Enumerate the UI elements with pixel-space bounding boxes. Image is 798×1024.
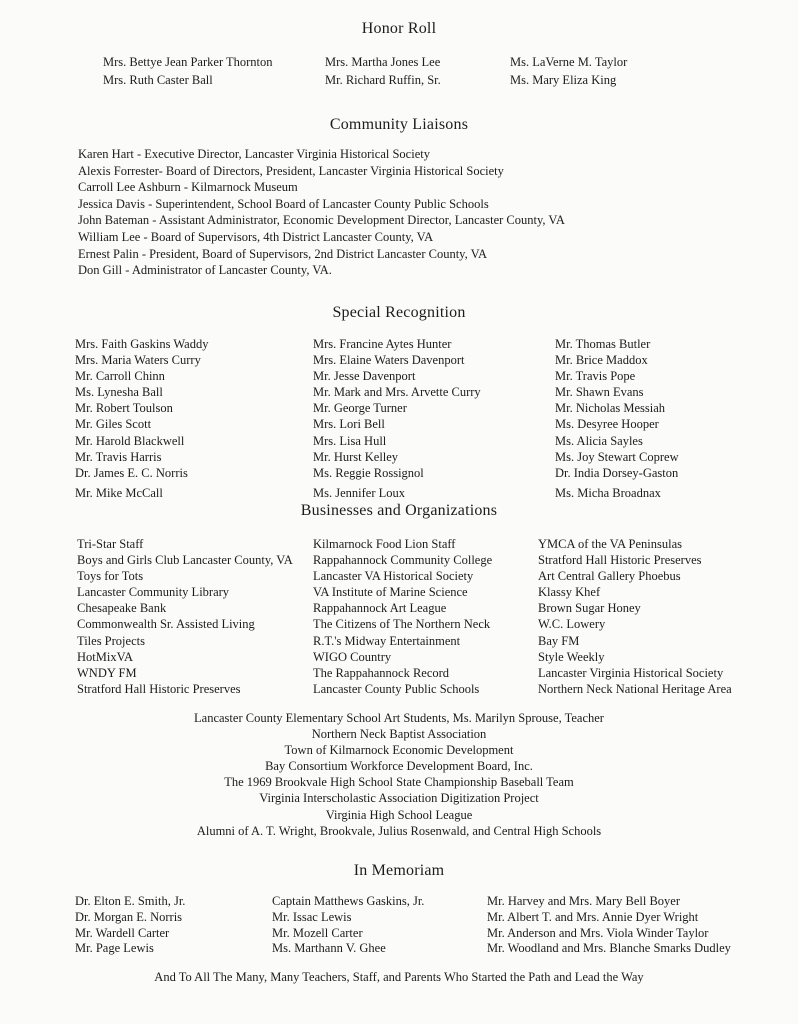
memoriam-name: Captain Matthews Gaskins, Jr. — [272, 894, 425, 908]
organization-name: WIGO Country — [313, 649, 392, 664]
organization-name: WNDY FM — [77, 665, 137, 680]
acknowledgment-line: Town of Kilmarnock Economic Development — [284, 743, 514, 758]
organization-name: Style Weekly — [538, 649, 605, 664]
community-liaisons-list — [78, 146, 565, 279]
organization-name: Stratford Hall Historic Preserves — [77, 681, 241, 696]
in-memoriam-column-3 — [487, 894, 731, 957]
businesses-column-3 — [538, 536, 732, 697]
organization-name: Klassy Khef — [538, 585, 601, 600]
memoriam-name: Mr. Wardell Carter — [75, 925, 170, 940]
organization-name: R.T.'s Midway Entertainment — [313, 633, 461, 648]
recognition-name: Mr. Hurst Kelley — [313, 449, 399, 464]
organization-name: Tri-Star Staff — [77, 537, 144, 551]
honor-roll-column-3 — [510, 54, 627, 89]
acknowledgment-line: The 1969 Brookvale High School State Championship Baseball Team — [224, 775, 574, 790]
organization-name: Bay FM — [538, 633, 580, 648]
recognition-name: Ms. Micha Broadnax — [555, 485, 661, 500]
organization-name: Lancaster VA Historical Society — [313, 569, 474, 584]
recognition-name: Ms. Desyree Hooper — [555, 417, 659, 432]
recognition-name: Mrs. Maria Waters Curry — [75, 353, 201, 368]
organization-name: Rappahannock Community College — [313, 553, 493, 568]
honoree-name: Mr. Richard Ruffin, Sr. — [325, 72, 441, 87]
section-title-businesses-organizations: Businesses and Organizations — [300, 502, 498, 519]
recognition-name: Mr. Robert Toulson — [75, 401, 173, 416]
recognition-name: Mr. Harold Blackwell — [75, 433, 185, 448]
memoriam-name: Mr. Mozell Carter — [272, 925, 363, 940]
liaison-line: Jessica Davis - Superintendent, School Board of Lancaster County Public Schools — [78, 196, 489, 211]
honoree-name: Mrs. Ruth Caster Ball — [103, 72, 213, 87]
organization-name: Chesapeake Bank — [77, 601, 167, 616]
recognition-name: Dr. India Dorsey-Gaston — [555, 465, 679, 480]
organization-name: Toys for Tots — [77, 569, 144, 584]
organization-name: W.C. Lowery — [538, 617, 606, 632]
recognition-name: Dr. James E. C. Norris — [75, 465, 188, 480]
memoriam-name: Mr. Issac Lewis — [272, 909, 352, 924]
businesses-column-2 — [313, 536, 492, 697]
recognition-name: Mr. Travis Harris — [75, 449, 162, 464]
recognition-name: Ms. Joy Stewart Coprew — [555, 449, 679, 464]
organization-name: Lancaster Community Library — [77, 585, 230, 600]
memoriam-name: Ms. Marthann V. Ghee — [272, 941, 386, 956]
memoriam-name: Dr. Morgan E. Norris — [75, 909, 183, 924]
recognition-name: Mr. Mark and Mrs. Arvette Curry — [313, 385, 481, 400]
in-memoriam-column-1 — [75, 894, 185, 957]
organization-name: Lancaster Virginia Historical Society — [538, 665, 724, 680]
businesses-column-1 — [77, 536, 293, 697]
section-title-in-memoriam: In Memoriam — [353, 862, 445, 879]
organization-name: Art Central Gallery Phoebus — [538, 569, 681, 584]
organization-name: HotMixVA — [77, 649, 134, 664]
acknowledgment-line: Northern Neck Baptist Association — [311, 727, 487, 742]
recognition-name: Mr. Thomas Butler — [555, 337, 651, 351]
acknowledgment-line: Virginia Interscholastic Association Digitization Project — [259, 791, 539, 806]
organization-name: Northern Neck National Heritage Area — [538, 681, 732, 696]
organization-name: Boys and Girls Club Lancaster County, VA — [77, 553, 293, 568]
honor-roll-column-1 — [103, 54, 273, 89]
liaison-line: William Lee - Board of Supervisors, 4th District Lancaster County, VA — [78, 229, 434, 244]
special-recognition-column-2 — [313, 336, 481, 501]
recognition-name: Mr. Nicholas Messiah — [555, 401, 666, 416]
recognition-name: Mr. Travis Pope — [555, 369, 636, 384]
in-memoriam-column-2 — [272, 894, 424, 957]
memoriam-name: Mr. Woodland and Mrs. Blanche Smarks Dudley — [487, 941, 731, 956]
organization-name: Kilmarnock Food Lion Staff — [313, 537, 456, 551]
recognition-name: Ms. Reggie Rossignol — [313, 465, 424, 480]
acknowledgment-line: Bay Consortium Workforce Development Board, Inc. — [265, 759, 533, 774]
honoree-name: Ms. LaVerne M. Taylor — [510, 55, 628, 69]
recognition-name: Mr. Giles Scott — [75, 417, 152, 432]
recognition-name: Mrs. Elaine Waters Davenport — [313, 353, 465, 368]
organization-name: The Rappahannock Record — [313, 665, 450, 680]
memoriam-name: Mr. Page Lewis — [75, 941, 154, 956]
special-recognition-column-3 — [555, 336, 679, 501]
recognition-name: Mrs. Lori Bell — [313, 417, 385, 432]
acknowledgment-line: Lancaster County Elementary School Art Students, Ms. Marilyn Sprouse, Teacher — [194, 711, 604, 725]
recognition-name: Ms. Alicia Sayles — [555, 433, 643, 448]
section-title-community-liaisons: Community Liaisons — [329, 116, 469, 133]
recognition-name: Mr. Carroll Chinn — [75, 369, 165, 384]
recognition-name: Mr. Jesse Davenport — [313, 369, 416, 384]
recognition-name: Mr. Brice Maddox — [555, 353, 648, 368]
group-acknowledgments-list — [0, 710, 798, 839]
liaison-line: Karen Hart - Executive Director, Lancaster Virginia Historical Society — [78, 147, 430, 161]
liaison-line: Ernest Palin - President, Board of Supervisors, 2nd District Lancaster County, VA — [78, 246, 488, 261]
liaison-line: Alexis Forrester- Board of Directors, President, Lancaster Virginia Historical Society — [78, 163, 504, 178]
liaison-line: John Bateman - Assistant Administrator, Economic Development Director, Lancaster County, VA — [78, 213, 565, 228]
memoriam-name: Mr. Albert T. and Mrs. Annie Dyer Wright — [487, 909, 699, 924]
organization-name: YMCA of the VA Peninsulas — [538, 537, 683, 551]
honoree-name: Mrs. Bettye Jean Parker Thornton — [103, 55, 273, 69]
closing-line: And To All The Many, Many Teachers, Staff, and Parents Who Started the Path and Lead the Way — [154, 970, 644, 984]
recognition-name: Mrs. Faith Gaskins Waddy — [75, 337, 209, 351]
organization-name: Rappahannock Art League — [313, 601, 447, 616]
honor-roll-column-2 — [325, 54, 441, 89]
recognition-name: Mrs. Lisa Hull — [313, 433, 387, 448]
memoriam-name: Mr. Anderson and Mrs. Viola Winder Taylor — [487, 925, 709, 940]
organization-name: Tiles Projects — [77, 633, 145, 648]
honoree-name: Mrs. Martha Jones Lee — [325, 55, 441, 69]
organization-name: The Citizens of The Northern Neck — [313, 617, 491, 632]
liaison-line: Carroll Lee Ashburn - Kilmarnock Museum — [78, 180, 298, 195]
liaison-line: Don Gill - Administrator of Lancaster County, VA. — [78, 263, 332, 278]
recognition-name: Mr. Mike McCall — [75, 485, 163, 500]
section-title-honor-roll: Honor Roll — [361, 20, 437, 37]
organization-name: VA Institute of Marine Science — [313, 585, 468, 600]
organization-name: Brown Sugar Honey — [538, 601, 641, 616]
organization-name: Commonwealth Sr. Assisted Living — [77, 617, 255, 632]
acknowledgment-line: Virginia High School League — [325, 807, 473, 822]
recognition-name: Mrs. Francine Aytes Hunter — [313, 337, 452, 351]
honoree-name: Ms. Mary Eliza King — [510, 72, 617, 87]
special-recognition-column-1 — [75, 336, 208, 501]
recognition-name: Mr. George Turner — [313, 401, 407, 416]
section-title-special-recognition: Special Recognition — [332, 304, 466, 321]
memoriam-name: Dr. Elton E. Smith, Jr. — [75, 894, 186, 908]
recognition-name: Ms. Jennifer Loux — [313, 485, 405, 500]
organization-name: Stratford Hall Historic Preserves — [538, 553, 702, 568]
acknowledgment-line: Alumni of A. T. Wright, Brookvale, Julius Rosenwald, and Central High Schools — [196, 823, 602, 838]
organization-name: Lancaster County Public Schools — [313, 681, 480, 696]
recognition-name: Ms. Lynesha Ball — [75, 385, 163, 400]
recognition-name: Mr. Shawn Evans — [555, 385, 644, 400]
memoriam-name: Mr. Harvey and Mrs. Mary Bell Boyer — [487, 894, 681, 908]
